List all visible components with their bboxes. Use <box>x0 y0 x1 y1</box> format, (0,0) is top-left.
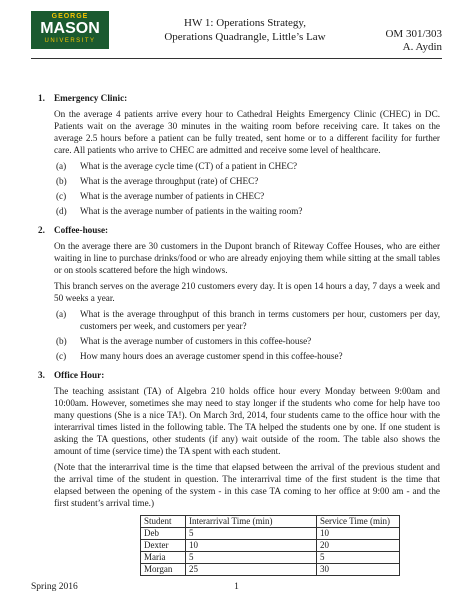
table-cell: 10 <box>186 540 317 552</box>
table-cell: Dexter <box>141 540 186 552</box>
question-text: What is the average cycle time (CT) of a patient in CHEC? <box>80 161 298 171</box>
page-number: 1 <box>234 582 239 592</box>
question-item <box>54 308 440 332</box>
question-item <box>54 335 440 347</box>
table-cell: Maria <box>141 552 186 564</box>
problem-number: 2. <box>38 225 45 235</box>
column-header: Service Time (min) <box>317 516 400 528</box>
question-text: What is the average throughput of this branch in terms customers per hour, customers per day, customers per week, and customers per year? <box>80 309 440 331</box>
table-cell: Morgan <box>141 564 186 576</box>
problem-paragraph: On the average there are 30 customers in the Dupont branch of Riteway Coffee Houses, who are either waiting in line to purchase drinks/food or who are already enjoying them while sitting at the small tables or on stools scattered before the high windows. <box>54 241 440 275</box>
question-text: How many hours does an average customer spend in this coffee-house? <box>80 351 343 361</box>
table-row <box>141 564 400 576</box>
footer-term: Spring 2016 <box>31 582 78 592</box>
question-text: What is the average throughput (rate) of CHEC? <box>80 176 259 186</box>
course-code: OM 301/303 <box>385 28 442 40</box>
table-cell: 30 <box>317 564 400 576</box>
title-line1: HW 1: Operations Strategy, <box>184 17 306 29</box>
logo-line2: MASON <box>40 20 100 37</box>
title-line2: Operations Quadrangle, Little’s Law <box>164 31 326 43</box>
table-row <box>141 540 400 552</box>
problem-number: 1. <box>38 93 45 103</box>
header-rule <box>31 58 442 59</box>
question-label: (c) <box>56 191 67 201</box>
question-text: What is the average number of patients in CHEC? <box>80 191 265 201</box>
question-label: (c) <box>56 351 67 361</box>
logo-line1: GEORGE <box>51 13 89 20</box>
question-label: (a) <box>56 309 67 319</box>
problem-title: Coffee-house: <box>54 225 109 235</box>
table-cell: 20 <box>317 540 400 552</box>
arrival-table <box>140 515 400 576</box>
question-label: (d) <box>56 206 67 216</box>
table-cell: 25 <box>186 564 317 576</box>
column-header: Student <box>141 516 186 528</box>
question-text: What is the average number of patients in the waiting room? <box>80 206 303 216</box>
table-header-row <box>141 516 400 528</box>
column-header: Interarrival Time (min) <box>186 516 317 528</box>
question-label: (a) <box>56 161 67 171</box>
problem-paragraph: On the average 4 patients arrive every hour to Cathedral Heights Emergency Clinic (CHEC) in DC. Patients wait on the average 30 minutes in the waiting room before receiving care. It takes on the average 2.5 hours before a patient can be fully treated, sent home or to a different facility for further care. All patients who arrive to CHEC are admitted and receive some level of healthcare. <box>54 109 440 155</box>
question-item <box>54 205 440 217</box>
problem-paragraph: (Note that the interarrival time is the time that elapsed between the arrival of the previous student and the arrival time of the student in question. The interarrival time of the first student is the time that elapsed between the opening of the system - in this case TA coming to her office at 9:00 am - and the first student’s arrival time.) <box>54 462 440 508</box>
table-row <box>141 528 400 540</box>
document-title <box>120 16 370 44</box>
table-cell: Deb <box>141 528 186 540</box>
homework-body <box>38 92 440 583</box>
problem-paragraph: This branch serves on the average 210 customers every day. It is open 14 hours a day, 7 days a week and 50 weeks a year. <box>54 281 440 303</box>
header-meta <box>385 28 442 54</box>
question-item <box>54 190 440 202</box>
university-logo <box>31 11 109 49</box>
table-cell: 10 <box>317 528 400 540</box>
question-item <box>54 350 440 362</box>
question-text: What is the average number of customers in this coffee-house? <box>80 336 312 346</box>
problem-3 <box>38 369 440 576</box>
question-label: (b) <box>56 336 67 346</box>
problem-paragraph: The teaching assistant (TA) of Algebra 210 holds office hour every Monday between 9:00am and 10:00am. However, sometimes she may need to stay longer if the students who come for help have too many questions (She is a nice TA!). On March 3rd, 2014, four students came to the office hour with the interarrival times listed in the following table. The TA helped the students one by one. If one student is asking the TA questions, other students (if any) wait outside of the room. The table also shows the amount of time (service time) the TA spent with each student. <box>54 386 440 456</box>
problem-title: Office Hour: <box>54 370 105 380</box>
question-item <box>54 160 440 172</box>
table-cell: 5 <box>186 552 317 564</box>
question-item <box>54 175 440 187</box>
table-cell: 5 <box>317 552 400 564</box>
table-row <box>141 552 400 564</box>
author-name: A. Aydin <box>402 41 442 53</box>
problem-1 <box>38 92 440 217</box>
table-cell: 5 <box>186 528 317 540</box>
problem-title: Emergency Clinic: <box>54 93 128 103</box>
question-label: (b) <box>56 176 67 186</box>
problem-2 <box>38 224 440 362</box>
problem-number: 3. <box>38 370 45 380</box>
logo-line3: UNIVERSITY <box>44 38 96 44</box>
